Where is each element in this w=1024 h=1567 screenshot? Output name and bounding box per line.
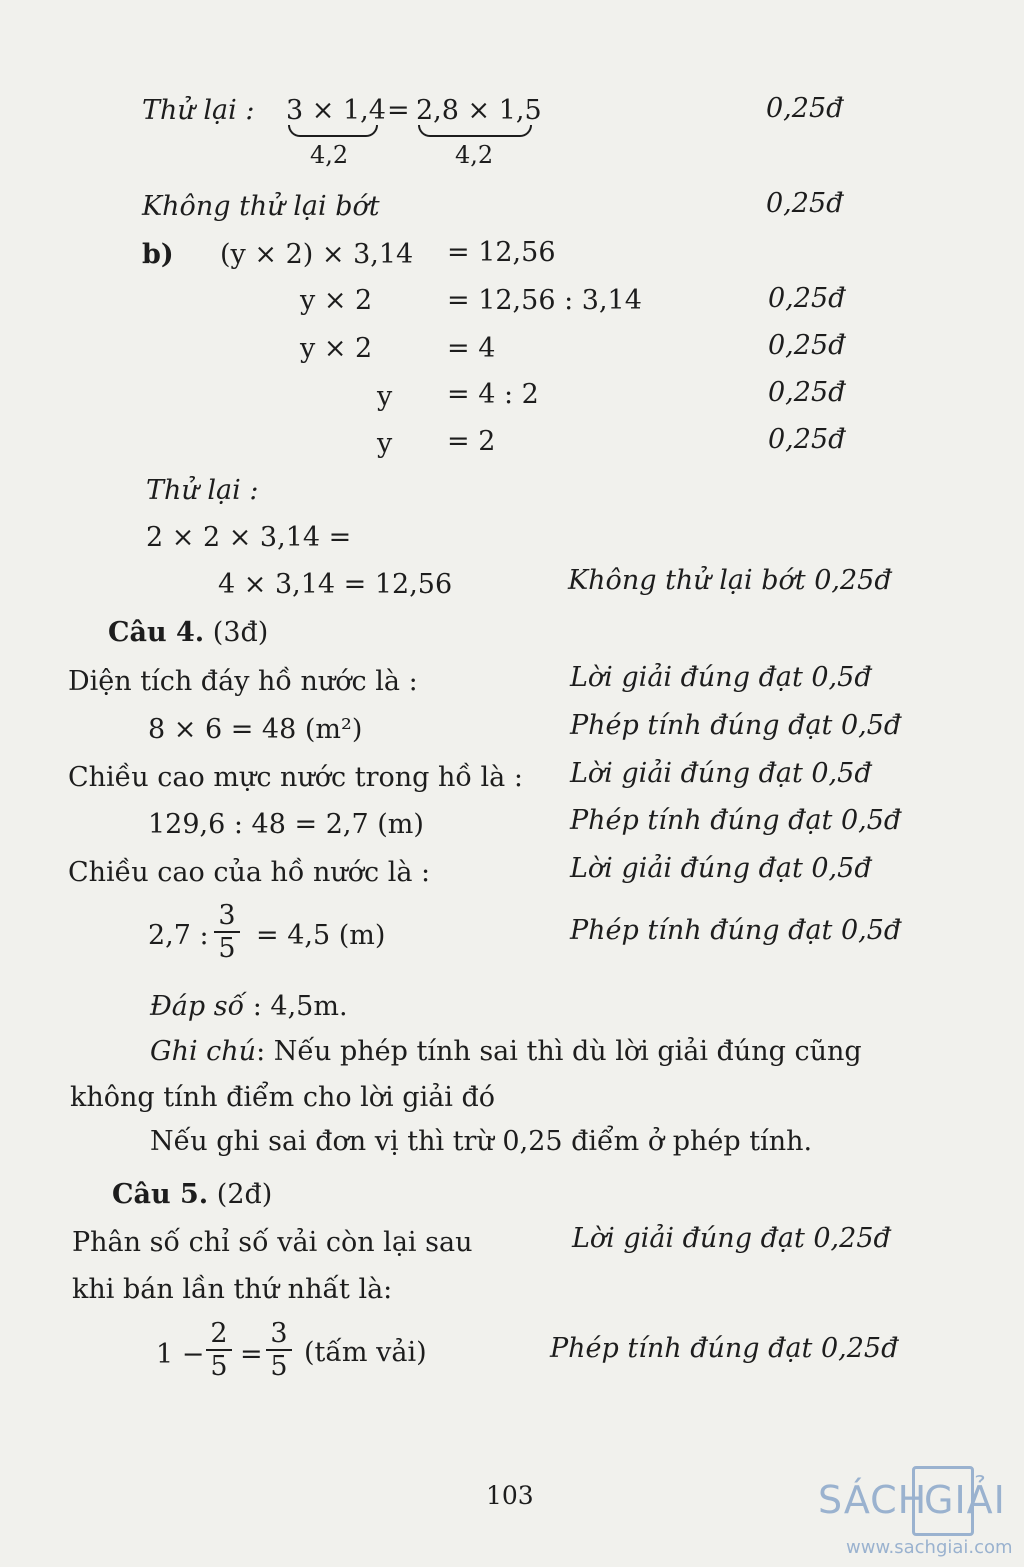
cau5-expr-score: Phép tính đúng đạt 0,25đ <box>550 1333 899 1364</box>
cau5-fraction-2 <box>266 1320 292 1380</box>
cau5-expr-lead: 1 − <box>156 1339 205 1370</box>
part-b-line-5-right: = 2 <box>447 426 496 457</box>
watermark-brand-right: GIẢI <box>924 1478 1006 1522</box>
cau4-note-text: : Nếu phép tính sai thì dù lời giải đúng cũng <box>256 1036 862 1067</box>
part-b-line-5-left: y <box>377 428 393 459</box>
cau4-answer-label: Đáp số <box>150 991 245 1022</box>
part-b-line-3-score: 0,25đ <box>768 330 846 361</box>
cau5-expr-equals: = <box>240 1339 263 1370</box>
cau4-row-2-left: 8 × 6 = 48 (m²) <box>148 714 363 745</box>
cau4-answer-value: : 4,5m. <box>252 991 348 1022</box>
cau4-row-1-right: Lời giải đúng đạt 0,5đ <box>570 662 872 693</box>
cau5-points: (2đ) <box>216 1179 273 1210</box>
check-equals: = <box>387 95 410 126</box>
cau5-line-1-score: Lời giải đúng đạt 0,25đ <box>572 1223 891 1254</box>
part-b-line-1-right: = 12,56 <box>447 237 556 268</box>
check-left-denominator: 4,2 <box>310 141 349 169</box>
cau4-row-5-left: Chiều cao của hồ nước là : <box>68 857 431 888</box>
cau4-fraction <box>214 902 240 962</box>
part-b-line-2-right: = 12,56 : 3,14 <box>447 285 642 316</box>
part-b-line-2-score: 0,25đ <box>768 283 846 314</box>
cau5-fraction-2-numerator: 3 <box>270 1318 288 1349</box>
cau4-note-label: Ghi chú <box>150 1036 257 1067</box>
part-b-check-note: Không thử lại bớt 0,25đ <box>568 565 892 596</box>
cau4-frac-score: Phép tính đúng đạt 0,5đ <box>570 915 902 946</box>
cau4-points: (3đ) <box>212 617 269 648</box>
cau5-title: Câu 5. <box>112 1179 209 1210</box>
watermark-url: www.sachgiai.com <box>846 1537 1013 1558</box>
cau4-row-5-right: Lời giải đúng đạt 0,5đ <box>570 853 872 884</box>
cau4-frac-suffix: = 4,5 (m) <box>256 920 386 951</box>
part-b-line-1-left: (y × 2) × 3,14 <box>220 239 414 270</box>
cau5-line-1: Phân số chỉ số vải còn lại sau <box>72 1227 473 1258</box>
left-brace <box>288 125 378 137</box>
cau4-row-1-left: Diện tích đáy hồ nước là : <box>68 666 418 697</box>
cau4-row-3-left: Chiều cao mực nước trong hồ là : <box>68 762 523 793</box>
right-brace <box>418 125 532 137</box>
cau4-fraction-numerator: 3 <box>218 900 236 931</box>
no-check-score: 0,25đ <box>766 188 844 219</box>
cau4-note-line-1 <box>150 1038 862 1065</box>
part-b-line-5-score: 0,25đ <box>768 424 846 455</box>
part-b-line-2-left: y × 2 <box>300 285 373 316</box>
watermark-brand-left: SÁCH <box>818 1478 928 1522</box>
part-b-line-4-score: 0,25đ <box>768 377 846 408</box>
part-b-check-line-1: 2 × 2 × 3,14 = <box>146 522 352 553</box>
cau4-row-2-right: Phép tính đúng đạt 0,5đ <box>570 710 902 741</box>
cau4-row-3-right: Lời giải đúng đạt 0,5đ <box>570 758 872 789</box>
check-right-denominator: 4,2 <box>455 141 494 169</box>
part-b-line-3-right: = 4 <box>447 333 496 364</box>
cau5-fraction-1-numerator: 2 <box>210 1318 228 1349</box>
cau4-fraction-denominator: 5 <box>218 933 236 964</box>
check-score: 0,25đ <box>766 93 844 124</box>
cau4-row-4-left: 129,6 : 48 = 2,7 (m) <box>148 809 424 840</box>
part-b-line-3-left: y × 2 <box>300 333 373 364</box>
cau5-fraction-1 <box>206 1320 232 1380</box>
cau5-line-2: khi bán lần thứ nhất là: <box>72 1274 393 1305</box>
cau4-note-line-3: Nếu ghi sai đơn vị thì trừ 0,25 điểm ở phép tính. <box>150 1126 813 1157</box>
cau4-heading <box>108 619 268 646</box>
part-b-line-4-right: = 4 : 2 <box>447 379 539 410</box>
cau4-title: Câu 4. <box>108 617 205 648</box>
check-right-numerator: 2,8 × 1,5 <box>416 95 542 126</box>
part-b-check-line-2: 4 × 3,14 = 12,56 <box>218 569 453 600</box>
part-b-check-label: Thử lại : <box>146 475 259 506</box>
cau4-frac-prefix: 2,7 : <box>148 920 209 951</box>
cau5-fraction-1-denominator: 5 <box>210 1351 228 1382</box>
page-number: 103 <box>486 1481 534 1510</box>
no-check-text: Không thử lại bớt <box>142 191 380 222</box>
check-left-numerator: 3 × 1,4 <box>286 95 386 126</box>
check-label: Thử lại : <box>142 95 255 126</box>
part-b-label: b) <box>142 239 174 270</box>
part-b-line-4-left: y <box>377 381 393 412</box>
cau5-heading <box>112 1181 272 1208</box>
cau4-row-4-right: Phép tính đúng đạt 0,5đ <box>570 805 902 836</box>
cau5-fraction-2-denominator: 5 <box>270 1351 288 1382</box>
cau4-answer <box>150 993 348 1020</box>
cau5-expr-unit: (tấm vải) <box>304 1337 427 1368</box>
cau4-note-line-2: không tính điểm cho lời giải đó <box>70 1082 496 1113</box>
